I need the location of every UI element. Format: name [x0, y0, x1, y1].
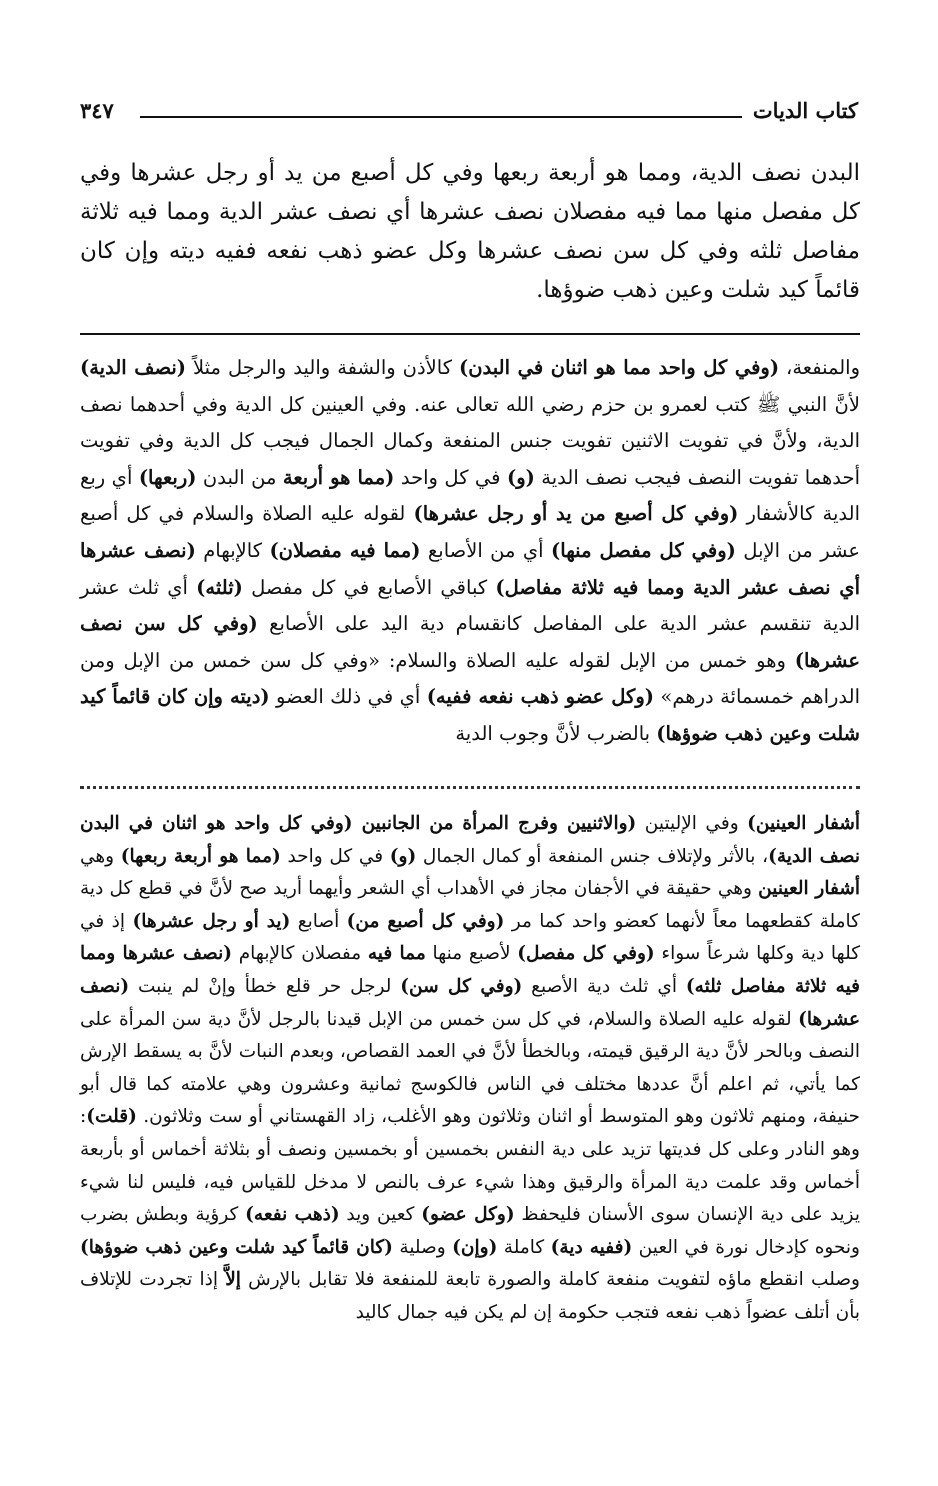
- running-header: [80, 96, 858, 128]
- bold-matn-quote: (وفي كل سن): [400, 975, 523, 997]
- commentary-text: وصلب انقطع ماؤه لتفويت منفعة كاملة والصورة تابعة للمنفعة فلا تقابل بالإرش: [240, 1269, 860, 1291]
- commentary-text: لأصبع منها: [425, 943, 518, 965]
- sharh-paragraph: [80, 350, 860, 753]
- bold-matn-quote: (وإن): [452, 1236, 498, 1258]
- bold-matn-quote: (قلت): [86, 1106, 137, 1128]
- bold-matn-quote: مما فيه: [367, 943, 426, 965]
- header-rule: [140, 116, 742, 118]
- matn-text: [80, 154, 860, 310]
- bold-matn-quote: (مما هو أربعة: [282, 465, 395, 489]
- bold-matn-quote: (وفي كل مفصل منها): [551, 538, 736, 562]
- bold-matn-quote: (وفي كل مفصل): [517, 943, 655, 965]
- commentary-text: أصابع: [290, 910, 347, 932]
- commentary-text: إذ في كلها دية وكلها شرعاً سواء: [80, 910, 860, 965]
- commentary-text: لقوله عليه الصلاة والسلام في كل أصبع عشر من الإبل: [80, 502, 860, 562]
- bold-matn-quote: (ثلثه): [196, 575, 243, 599]
- commentary-text: : وهو النادر وعلى كل فديتها تزيد على دية النفس بخمسين أو بخمسين ونصف أو بثلاثة أخماس أو بأربعة أخماس وقد علمت دية المرأة والرقيق وهذا شيء عرف بالنص لا مدخل للقياس فيه، فليس لنا شيء يزيد على دية الإنسان سوى الأسنان فليحفظ: [80, 1106, 861, 1226]
- bold-matn-quote: (مما فيه مفصلان): [269, 538, 421, 562]
- commentary-text: من البدن: [196, 465, 283, 489]
- commentary-text: وهو خمس من الإبل لقوله عليه الصلاة والسلام: «وفي كل سن خمس من الإبل ومن الدراهم خمسمائة درهم»: [80, 648, 860, 709]
- commentary-text: أي ثلث دية الأصبع: [522, 975, 686, 997]
- commentary-text: بالضرب لأنَّ وجوب الدية: [455, 721, 657, 745]
- commentary-text: لأنَّ النبي ﷺ كتب لعمرو بن حزم رضي الله تعالى عنه. وفي العينين كل الدية وفي أحدهما نصف الدية، ولأنَّ في تفويت الاثنين تفويت جنس المنفعة وكمال الجمال فيجب كل الدية وفي تفويت أحدهما تفويت النصف فيجب نصف الدية: [80, 392, 860, 489]
- bold-matn-quote: (نصف عشرها ومما فيه ثلاثة مفاصل ثلثه): [80, 943, 860, 997]
- bold-matn-quote: (نصف الدية): [80, 356, 187, 379]
- commentary-text: إذا تجردت للإتلاف بأن أتلف عضواً ذهب نفعه فتجب حكومة إن لم يكن فيه جمال كاليد: [80, 1269, 860, 1323]
- bold-matn-quote: (وفي كل أصبع من): [346, 910, 505, 932]
- bold-matn-quote: (ففيه دية): [550, 1236, 633, 1258]
- bold-matn-quote: (وفي كل واحد مما هو اثنان في البدن): [459, 356, 780, 379]
- chapter-title: كتاب الديات: [745, 96, 858, 126]
- bold-matn-quote: أشفار العينين): [747, 813, 861, 834]
- commentary-text: أي في ذلك العضو: [269, 685, 427, 709]
- commentary-text: والمنفعة،: [779, 356, 861, 379]
- commentary-text: وهي حقيقة في الأجفان مجاز في الأهداب أي الشعر وأيهما أريد صح لأنَّ في قطع كل دية كاملة كقطعهما معاً لأنهما كعضو واحد كما مر: [80, 878, 860, 932]
- matn-paragraph: البدن نصف الدية، ومما هو أربعة ربعها وفي كل أصبع من يد أو رجل عشرها وفي كل مفصل منها مما فيه مفصلان نصف عشرها أي نصف عشر الدية ومما فيه ثلاثة مفاصل ثلثه وفي كل سن نصف عشرها وكل عضو ذهب نفعه ففيه ديته وإن كان قائماً كيد شلت وعين ذهب ضوؤها.: [80, 160, 860, 303]
- commentary-text: وصلية: [392, 1236, 453, 1258]
- hashiya-commentary: [80, 808, 860, 1330]
- commentary-text: كالأذن والشفة واليد والرجل مثلاً: [186, 356, 460, 379]
- bold-matn-quote: (ربعها): [138, 465, 197, 489]
- bold-matn-quote: (ذهب نفعه): [245, 1204, 340, 1226]
- commentary-text: لرجل حر قلع خطأ وإنْ لم ينبت: [129, 975, 401, 997]
- commentary-text: كعين ويد: [339, 1204, 422, 1226]
- page-number: ٣٤٧: [80, 98, 114, 123]
- commentary-text: كباقي الأصابع في كل مفصل: [242, 575, 496, 599]
- bold-matn-quote: (نصف عشرها أي نصف عشر الدية ومما فيه ثلاثة مفاصل): [80, 538, 860, 599]
- bold-matn-quote: (وفي كل سن نصف عشرها): [80, 612, 860, 672]
- hashiya-paragraph: [80, 808, 860, 1330]
- bold-matn-quote: (كان قائماً كيد شلت وعين ذهب ضوؤها): [80, 1236, 393, 1258]
- bold-matn-quote: (وكل عضو ذهب نفعه ففيه): [426, 685, 654, 709]
- commentary-text: في كل واحد: [280, 845, 390, 867]
- commentary-text: في كل واحد: [394, 465, 507, 489]
- dotted-divider: [80, 786, 860, 801]
- bold-matn-quote: (يد أو رجل عشرها): [132, 910, 291, 932]
- bold-matn-quote: (نصف عشرها): [80, 975, 860, 1030]
- bold-matn-quote: (وكل عضو): [421, 1204, 515, 1226]
- commentary-text: وفي الإليتين: [636, 813, 748, 834]
- commentary-text: مفصلان كالإبهام: [231, 943, 368, 965]
- commentary-text: لقوله عليه الصلاة والسلام، في كل سن خمس من الإبل قيدنا بالرجل لأنَّ دية سن المرأة على النصف وبالحر لأنَّ دية الرقيق قيمته، وبالخطأ لأنَّ في العمد القصاص، وبعدم النبات لأنَّ به يسقط الإرش كما يأتي، ثم اعلم أنَّ عددها مختلف في الناس فالكوسج ثمانية وعشرون وهي علامته كما قال أبو حنيفة، ومنهم ثلاثون وهو المتوسط أو اثنان وثلاثون وهو الأغلب، زاد القهستاني أو ست وثلاثون.: [80, 1008, 860, 1128]
- commentary-text: وهي: [80, 845, 121, 867]
- bold-matn-quote: (والاثنيين وفرج المرأة من الجانبين (وفي كل واحد هو اثنان في البدن نصف الدية): [80, 813, 860, 867]
- commentary-text: كالإبهام: [195, 538, 270, 562]
- bold-matn-quote: أشفار العينين: [758, 878, 860, 900]
- bold-matn-quote: (ديته وإن كان قائماً كيد شلت وعين ذهب ضوؤها): [80, 685, 860, 745]
- bold-matn-quote: (مما هو أربعة ربعها): [120, 845, 281, 867]
- bold-matn-quote: إلاَّ: [225, 1269, 241, 1291]
- commentary-text: كاملة: [497, 1236, 551, 1258]
- bold-matn-quote: (و): [506, 465, 535, 489]
- commentary-text: أي من الأصابع: [420, 538, 552, 562]
- commentary-text: ، بالأثر ولإتلاف جنس المنفعة أو كمال الجمال: [416, 845, 769, 867]
- commentary-text: كرؤية وبطش بضرب ونحوه كإدخال نورة في العين: [80, 1204, 860, 1258]
- sharh-commentary: [80, 350, 860, 753]
- section-divider: [80, 333, 860, 335]
- commentary-text: أي ربع الدية كالأشفار: [80, 465, 861, 526]
- bold-matn-quote: (و): [389, 845, 417, 867]
- commentary-text: أي ثلث عشر الدية تنقسم عشر الدية على المفاصل كانقسام دية اليد على الأصابع: [80, 575, 860, 636]
- bold-matn-quote: (وفي كل أصبع من يد أو رجل عشرها): [413, 502, 739, 526]
